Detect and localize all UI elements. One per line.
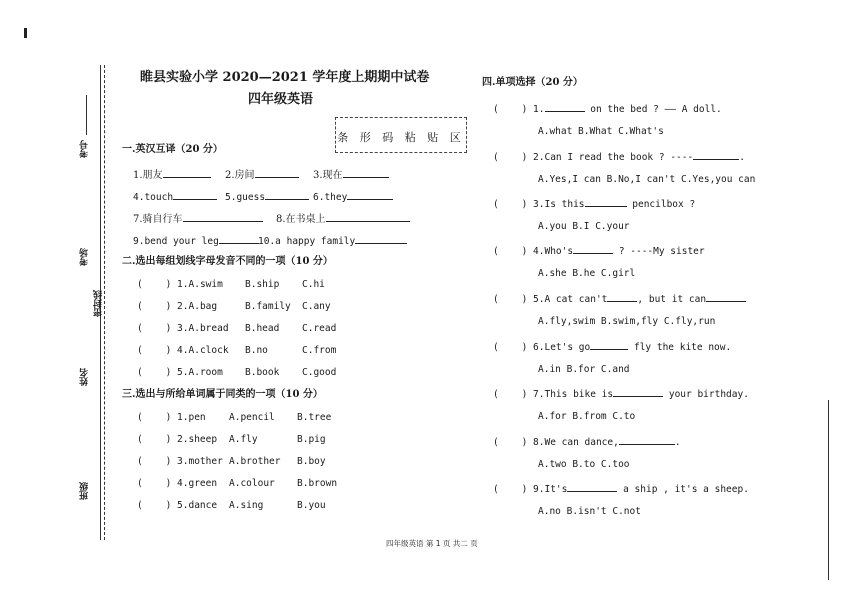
- s1-item: 8.在书桌上: [276, 212, 410, 226]
- s3-option: B.tree: [297, 412, 332, 423]
- s4-options: A.in B.for C.and: [538, 364, 630, 375]
- s2-row: ( ) 5.A.room: [137, 367, 223, 378]
- s2-row: ( ) 4.A.clock: [137, 345, 229, 356]
- exam-no-label: 考号: [80, 140, 90, 158]
- section4-title: 四.单项选择（20 分）: [482, 77, 583, 88]
- exam-subtitle: 四年级英语: [248, 92, 314, 107]
- s4-options: A.what B.What C.What's: [538, 126, 664, 137]
- s2-option: B.family: [245, 301, 291, 312]
- s2-row: ( ) 3.A.bread: [137, 323, 229, 334]
- exam-no-line: [86, 95, 88, 135]
- s2-option: B.ship: [245, 279, 280, 290]
- s3-option: B.boy: [297, 456, 326, 467]
- s3-row: ( ) 3.mother: [137, 456, 223, 467]
- s4-options: A.for B.from C.to: [538, 411, 636, 422]
- s4-question: ( ) 2.Can I read the book ? ---- .: [493, 152, 745, 163]
- s1-item: 3.现在: [313, 168, 389, 182]
- s2-option: C.read: [302, 323, 337, 334]
- barcode-area: [335, 117, 467, 153]
- section3-title: 三.选出与所给单词属于同类的一项（10 分）: [122, 389, 323, 400]
- s4-question: ( ) 4.Who's ? ----My sister: [493, 246, 705, 257]
- s4-question: ( ) 8.We can dance, .: [493, 437, 681, 448]
- s4-question: ( ) 1. on the bed ? —— A doll.: [493, 104, 722, 115]
- s4-options: A.two B.to C.too: [538, 459, 630, 470]
- s3-option: A.fly: [229, 434, 258, 445]
- s2-option: C.from: [302, 345, 337, 356]
- section1-title: 一.英汉互译（20 分）: [122, 144, 223, 155]
- s4-question: ( ) 7.This bike is your birthday.: [493, 389, 749, 400]
- s1-item: 2.房间: [225, 168, 299, 182]
- exam-title: 睢县实验小学 2020—2021 学年度上期期中试卷: [140, 70, 430, 85]
- s4-question: ( ) 3.Is this pencilbox ?: [493, 199, 696, 210]
- s1-item: 5.guess: [225, 190, 309, 204]
- s3-row: ( ) 1.pen: [137, 412, 206, 423]
- s3-row: ( ) 5.dance: [137, 500, 218, 511]
- right-border: [828, 400, 829, 580]
- s3-row: ( ) 2.sheep: [137, 434, 218, 445]
- class-label: 班级: [80, 482, 90, 500]
- s2-row: ( ) 1.A.swim: [137, 279, 223, 290]
- s4-question: ( ) 5.A cat can't , but it can: [493, 292, 746, 306]
- s3-option: B.you: [297, 500, 326, 511]
- s2-option: C.good: [302, 367, 337, 378]
- corner-mark: [24, 28, 27, 38]
- page-footer: 四年级英语 第 1 页 共二 页: [386, 539, 478, 548]
- section2-title: 二.选出每组划线字母发音不同的一项（10 分）: [122, 256, 333, 267]
- s4-options: A.you B.I C.your: [538, 221, 630, 232]
- s3-option: A.brother: [229, 456, 281, 467]
- s4-question: ( ) 6.Let's go fly the kite now.: [493, 342, 732, 353]
- s3-option: A.sing: [229, 500, 264, 511]
- s1-item: 9.bend your leg: [133, 234, 259, 248]
- s4-options: A.fly,swim B.swim,fly C.fly,run: [538, 316, 716, 327]
- barcode-label: 条 形 码 粘 贴 区: [337, 131, 465, 144]
- s3-option: B.pig: [297, 434, 326, 445]
- s4-question: ( ) 9.It's a ship , it's a sheep.: [493, 484, 749, 495]
- s1-item: 7.骑自行车: [133, 212, 263, 226]
- s3-option: B.brown: [297, 478, 338, 489]
- s2-option: C.hi: [302, 279, 325, 290]
- s3-row: ( ) 4.green: [137, 478, 218, 489]
- s4-options: A.Yes,I can B.No,I can't C.Yes,you can: [538, 174, 756, 185]
- s2-option: B.no: [245, 345, 268, 356]
- s1-item: 10.a happy family: [258, 234, 407, 248]
- s4-options: A.she B.he C.girl: [538, 268, 636, 279]
- seal-line-label: 密封线: [94, 290, 104, 317]
- name-label: 姓名: [80, 368, 90, 386]
- s3-option: A.pencil: [229, 412, 275, 423]
- s2-option: B.head: [245, 323, 280, 334]
- exam-room-label: 考场: [80, 248, 90, 266]
- s2-option: C.any: [302, 301, 331, 312]
- s3-option: A.colour: [229, 478, 275, 489]
- s2-row: ( ) 2.A.bag: [137, 301, 218, 312]
- s1-item: 1.朋友: [133, 168, 211, 182]
- s1-item: 4.touch: [133, 190, 217, 204]
- s2-option: B.book: [245, 367, 280, 378]
- s1-item: 6.they: [313, 190, 393, 204]
- s4-options: A.no B.isn't C.not: [538, 506, 641, 517]
